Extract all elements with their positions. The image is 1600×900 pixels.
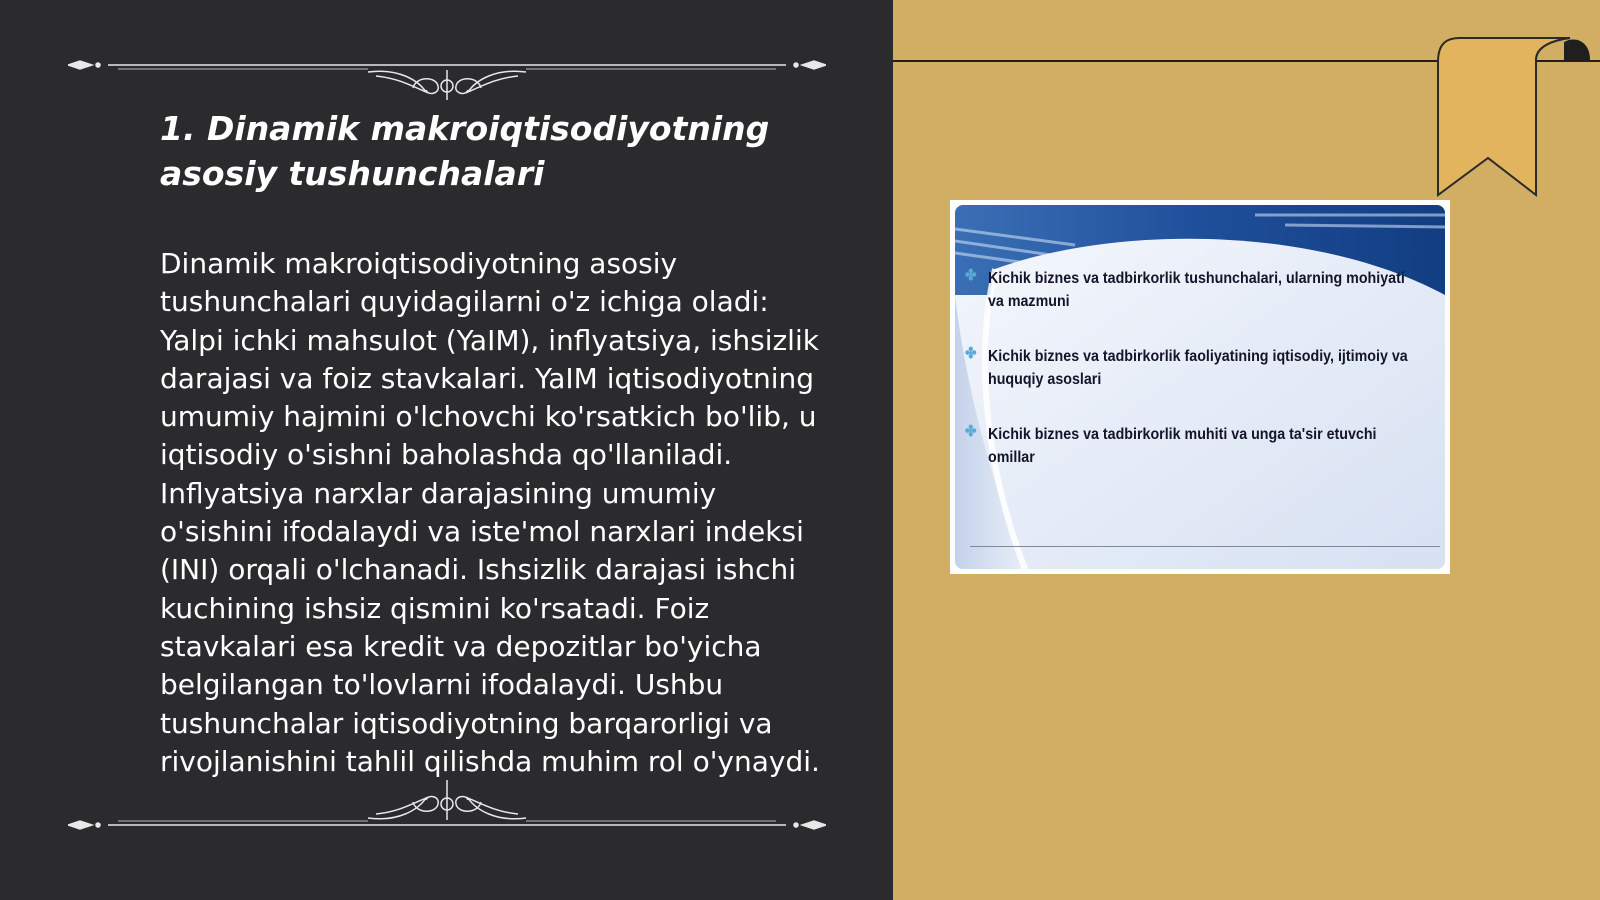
list-item	[965, 267, 1420, 313]
flower-bullet-icon: ✤	[965, 423, 977, 440]
flower-bullet-icon: ✤	[965, 345, 977, 362]
bottom-ornament-icon	[68, 780, 826, 840]
bullet-text: Kichik biznes va tadbirkorlik muhiti va unga ta'sir etuvchi omillar	[988, 426, 1377, 466]
bullet-text: Kichik biznes va tadbirkorlik tushunchalari, ularning mohiyati va mazmuni	[988, 270, 1405, 310]
list-item	[965, 345, 1420, 391]
embedded-slide-image	[950, 200, 1450, 574]
slide-footer-rule	[970, 546, 1440, 547]
top-ornament-icon	[68, 40, 826, 100]
flower-bullet-icon: ✤	[965, 267, 977, 284]
slide-bullet-list	[965, 267, 1425, 501]
slide-title: 1. Dinamik makroiqtisodiyotning asosiy tushunchalari	[160, 109, 770, 193]
slide-body-text: Dinamik makroiqtisodiyotning asosiy tushunchalari quyidagilarni o'z ichiga oladi: Yalpi ichki mahsulot (YaIM), inflyatsiya, ishsizlik darajasi va foiz stavkalari. YaIM iqtisodiyotning umumiy hajmini o'lchovchi ko'rsatkich bo'lib, u iqtisodiy o'sishni baholashda qo'llaniladi. Inflyatsiya narxlar darajasining umumiy o'sishini ifodalaydi va iste'mol narxlari indeksi (INI) orqali o'lchanadi. Ishsizlik darajasi ishchi kuchining ishsiz qismini ko'rsatadi. Foiz stavkalari esa kredit va depozitlar bo'yicha belgilangan to'lovlarni ifodalaydi. Ushbu tushunchalar iqtisodiyotning barqarorligi va rivojlanishini tahlil qilishda muhim rol o'ynaydi.	[160, 247, 820, 778]
embedded-slide-frame	[955, 205, 1445, 569]
bullet-text: Kichik biznes va tadbirkorlik faoliyatining iqtisodiy, ijtimoiy va huquqiy asoslari	[988, 348, 1408, 388]
bookmark-ribbon-icon	[1430, 30, 1590, 200]
list-item	[965, 423, 1420, 469]
